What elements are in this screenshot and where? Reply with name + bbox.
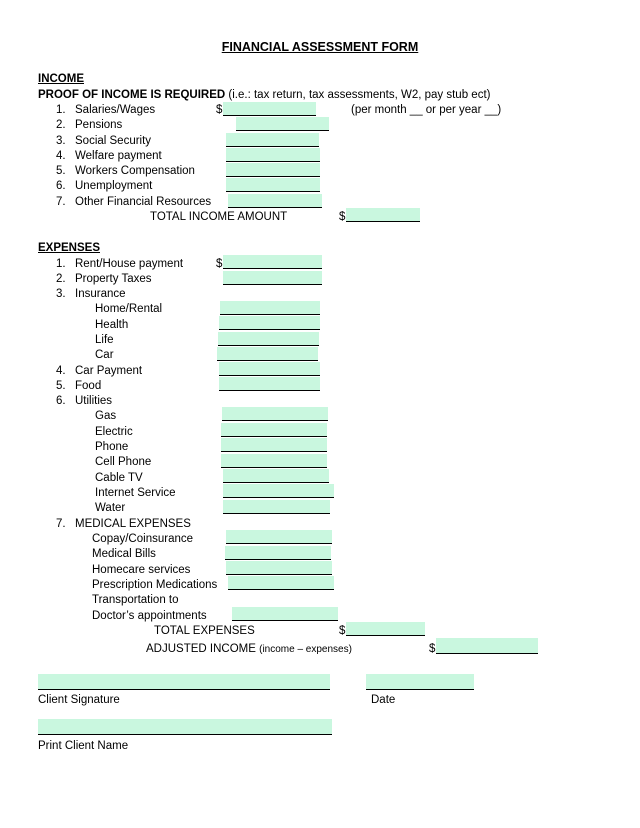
total-expenses-label: TOTAL EXPENSES bbox=[154, 625, 255, 637]
proof-required-text: PROOF OF INCOME IS REQUIRED bbox=[38, 89, 226, 101]
medical-sub-label: Homecare services bbox=[92, 564, 191, 576]
client-signature-field[interactable] bbox=[38, 674, 330, 690]
income-item-label: Workers Compensation bbox=[75, 165, 195, 177]
utilities-sub-label: Phone bbox=[95, 441, 129, 453]
total-income-field[interactable] bbox=[346, 208, 420, 222]
medical-sub-label: Medical Bills bbox=[92, 548, 156, 560]
expense-item-label: Utilities bbox=[75, 395, 113, 407]
unemployment-field[interactable] bbox=[226, 178, 320, 192]
client-signature-label: Client Signature bbox=[38, 694, 120, 706]
medical-sub-label: Transportation to bbox=[92, 594, 179, 606]
cell-phone-field[interactable] bbox=[221, 454, 327, 468]
medical-sub-label: Copay/Coinsurance bbox=[92, 533, 194, 545]
homecare-services-field[interactable] bbox=[226, 561, 332, 575]
home-rental-insurance-field[interactable] bbox=[220, 301, 320, 315]
utilities-sub-label: Electric bbox=[95, 426, 133, 438]
health-insurance-field[interactable] bbox=[219, 316, 320, 330]
expense-item-label: Rent/House payment bbox=[75, 258, 184, 270]
proof-examples-text: (i.e.: tax return, tax assessments, W2, pay stub ect) bbox=[228, 89, 491, 101]
income-item-label: Social Security bbox=[75, 135, 152, 147]
income-heading: INCOME bbox=[38, 73, 84, 85]
total-expenses-field[interactable] bbox=[346, 622, 425, 636]
print-client-name-label: Print Client Name bbox=[38, 740, 129, 752]
car-payment-field[interactable] bbox=[219, 362, 320, 376]
income-item-number: 5. bbox=[56, 165, 66, 177]
salaries-wages-field[interactable] bbox=[223, 102, 316, 116]
expense-item-number: 1. bbox=[56, 258, 66, 270]
date-field[interactable] bbox=[366, 674, 474, 690]
dollar-sign: $ bbox=[429, 643, 436, 655]
water-field[interactable] bbox=[223, 500, 330, 514]
cable-tv-field[interactable] bbox=[223, 469, 329, 483]
utilities-sub-label: Water bbox=[95, 502, 126, 514]
life-insurance-field[interactable] bbox=[218, 332, 319, 346]
income-item-number: 7. bbox=[56, 196, 66, 208]
workers-compensation-field[interactable] bbox=[226, 163, 320, 177]
income-item-label: Welfare payment bbox=[75, 150, 162, 162]
income-item-number: 4. bbox=[56, 150, 66, 162]
adjusted-income-text bbox=[146, 642, 352, 657]
phone-field[interactable] bbox=[221, 438, 327, 452]
income-item-number: 3. bbox=[56, 135, 66, 147]
property-taxes-field[interactable] bbox=[223, 271, 322, 285]
print-client-name-field[interactable] bbox=[38, 719, 332, 735]
dollar-sign: $ bbox=[339, 211, 346, 223]
expenses-heading: EXPENSES bbox=[38, 242, 100, 254]
income-item-number: 6. bbox=[56, 180, 66, 192]
expense-item-number: 7. bbox=[56, 518, 66, 530]
insurance-sub-label: Life bbox=[95, 334, 114, 346]
income-item-label: Unemployment bbox=[75, 180, 153, 192]
insurance-sub-label: Home/Rental bbox=[95, 303, 163, 315]
insurance-sub-label: Car bbox=[95, 349, 114, 361]
income-item-number: 1. bbox=[56, 104, 66, 116]
date-label: Date bbox=[371, 694, 396, 706]
expense-item-label: Food bbox=[75, 380, 102, 392]
form-title: FINANCIAL ASSESSMENT FORM bbox=[221, 40, 419, 54]
utilities-sub-label: Gas bbox=[95, 410, 117, 422]
utilities-sub-label: Internet Service bbox=[95, 487, 176, 499]
medical-sub-label: Prescription Medications bbox=[92, 579, 218, 591]
period-note: (per month __ or per year __) bbox=[351, 104, 502, 116]
dollar-sign: $ bbox=[216, 258, 223, 270]
medical-bills-field[interactable] bbox=[225, 546, 331, 560]
pensions-field[interactable] bbox=[236, 117, 329, 131]
income-item-label: Pensions bbox=[75, 119, 123, 131]
copay-coinsurance-field[interactable] bbox=[226, 530, 332, 544]
expense-item-label: Property Taxes bbox=[75, 273, 152, 285]
rent-house-payment-field[interactable] bbox=[223, 255, 322, 269]
proof-of-income-note bbox=[38, 88, 490, 102]
adjusted-income-label: ADJUSTED INCOME bbox=[146, 643, 256, 655]
transportation-appointments-field[interactable] bbox=[232, 607, 338, 621]
expense-item-number: 3. bbox=[56, 288, 66, 300]
expense-item-number: 4. bbox=[56, 365, 66, 377]
welfare-payment-field[interactable] bbox=[226, 148, 320, 162]
income-item-label: Other Financial Resources bbox=[75, 196, 212, 208]
gas-field[interactable] bbox=[222, 407, 328, 421]
electric-field[interactable] bbox=[221, 423, 327, 437]
utilities-sub-label: Cell Phone bbox=[95, 456, 152, 468]
total-income-label: TOTAL INCOME AMOUNT bbox=[150, 211, 288, 223]
car-insurance-field[interactable] bbox=[217, 347, 318, 361]
income-item-number: 2. bbox=[56, 119, 66, 131]
expense-item-number: 2. bbox=[56, 273, 66, 285]
adjusted-income-field[interactable] bbox=[436, 638, 538, 654]
expense-item-number: 5. bbox=[56, 380, 66, 392]
prescription-medications-field[interactable] bbox=[228, 576, 334, 590]
internet-service-field[interactable] bbox=[223, 484, 334, 498]
adjusted-income-note: (income – expenses) bbox=[259, 644, 352, 655]
utilities-sub-label: Cable TV bbox=[95, 472, 143, 484]
medical-sub-label: Doctor’s appointments bbox=[92, 610, 207, 622]
social-security-field[interactable] bbox=[226, 133, 319, 147]
dollar-sign: $ bbox=[339, 625, 346, 637]
expense-item-number: 6. bbox=[56, 395, 66, 407]
expense-item-label: MEDICAL EXPENSES bbox=[75, 518, 191, 530]
expense-item-label: Insurance bbox=[75, 288, 126, 300]
expense-item-label: Car Payment bbox=[75, 365, 143, 377]
dollar-sign: $ bbox=[216, 104, 223, 116]
food-field[interactable] bbox=[219, 377, 320, 391]
insurance-sub-label: Health bbox=[95, 319, 129, 331]
income-item-label: Salaries/Wages bbox=[75, 104, 156, 116]
other-financial-resources-field[interactable] bbox=[228, 194, 322, 208]
